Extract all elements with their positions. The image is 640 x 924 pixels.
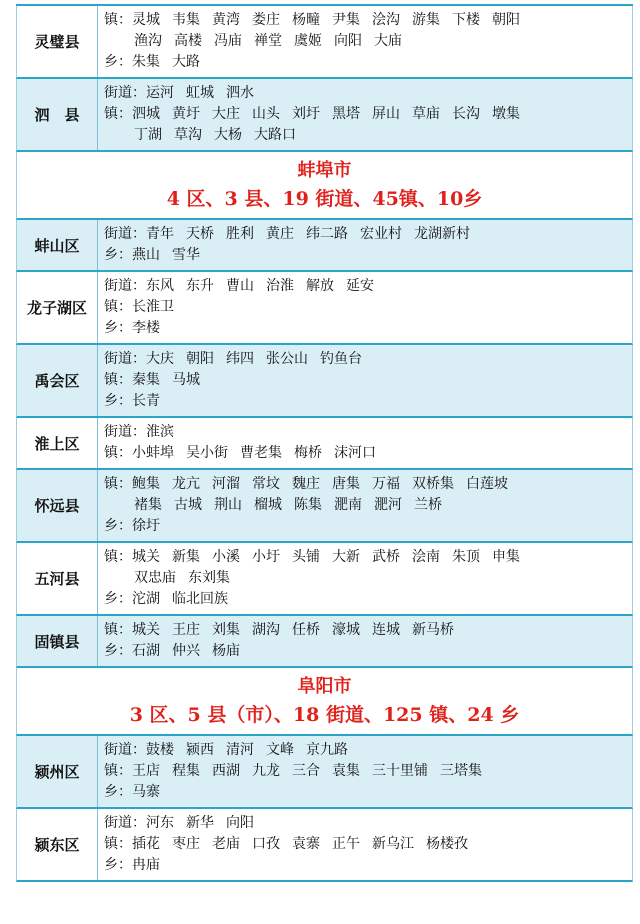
section-bengbu	[16, 220, 633, 668]
county-row	[16, 220, 633, 272]
division-list	[98, 418, 632, 468]
division-item: 长淮卫	[132, 299, 174, 315]
division-item: 纬二路	[306, 226, 348, 242]
county-row	[16, 616, 633, 668]
division-item: 西湖	[212, 763, 240, 779]
division-item: 河溜	[212, 476, 240, 492]
division-item: 兰桥	[414, 497, 442, 513]
division-list	[98, 345, 632, 416]
division-item: 鼓楼	[146, 742, 174, 758]
division-type-label: 镇：	[104, 372, 132, 388]
division-item: 治淮	[266, 278, 294, 294]
city-summary: 4 区、3 县、19 街道、45镇、10乡	[166, 188, 483, 210]
division-item: 泗水	[226, 85, 254, 101]
division-item: 曹山	[226, 278, 254, 294]
county-name: 蚌山区	[17, 220, 98, 270]
division-table	[16, 4, 633, 882]
division-item: 曹老集	[240, 445, 282, 461]
division-item: 枣庄	[172, 836, 200, 852]
division-item: 东升	[186, 278, 214, 294]
division-item: 浍沟	[372, 12, 400, 28]
division-item: 丁湖	[134, 127, 162, 143]
division-item: 李楼	[132, 320, 160, 336]
division-item: 湖沟	[252, 622, 280, 638]
division-item: 新乌江	[372, 836, 414, 852]
division-type-label: 街道：	[104, 815, 146, 831]
division-line	[104, 855, 626, 876]
division-item: 袁寨	[292, 836, 320, 852]
section-fuyang	[16, 736, 633, 882]
division-item: 淮滨	[146, 424, 174, 440]
division-item: 程集	[172, 763, 200, 779]
division-type-label: 街道：	[104, 424, 146, 440]
division-item: 朝阳	[492, 12, 520, 28]
division-item: 燕山	[132, 247, 160, 263]
county-name: 颍东区	[17, 809, 98, 880]
division-item: 韦集	[172, 12, 200, 28]
division-line	[104, 474, 626, 495]
county-row	[16, 6, 633, 79]
division-item: 任桥	[292, 622, 320, 638]
division-type-label: 街道：	[104, 278, 146, 294]
division-line	[104, 370, 626, 391]
division-line	[104, 422, 626, 443]
division-type-label: 街道：	[104, 85, 146, 101]
division-item: 解放	[306, 278, 334, 294]
division-item: 黄庄	[266, 226, 294, 242]
division-item: 正午	[332, 836, 360, 852]
division-item: 吴小街	[186, 445, 228, 461]
division-item: 下楼	[452, 12, 480, 28]
division-type-label: 镇：	[104, 106, 132, 122]
division-item: 屏山	[372, 106, 400, 122]
division-item: 三十里铺	[372, 763, 428, 779]
division-item: 长青	[132, 393, 160, 409]
division-item: 新华	[186, 815, 214, 831]
division-item: 张公山	[266, 351, 308, 367]
division-item: 大庆	[146, 351, 174, 367]
division-list	[98, 616, 632, 666]
division-item: 王庄	[172, 622, 200, 638]
division-line	[104, 125, 626, 146]
county-row	[16, 809, 633, 882]
division-type-label: 乡：	[104, 393, 132, 409]
division-list	[98, 543, 632, 614]
division-item: 小蚌埠	[132, 445, 174, 461]
city-header-fuyang	[16, 668, 633, 736]
division-item: 龙亢	[172, 476, 200, 492]
division-type-label: 乡：	[104, 518, 132, 534]
division-item: 尹集	[332, 12, 360, 28]
division-type-label: 镇：	[104, 299, 132, 315]
county-row	[16, 470, 633, 543]
division-item: 京九路	[306, 742, 348, 758]
division-item: 游集	[412, 12, 440, 28]
division-line	[104, 83, 626, 104]
division-line	[104, 276, 626, 297]
division-item: 魏庄	[292, 476, 320, 492]
division-item: 新马桥	[412, 622, 454, 638]
division-line	[104, 782, 626, 803]
division-item: 虞姬	[294, 33, 322, 49]
division-item: 陈集	[294, 497, 322, 513]
division-item: 东风	[146, 278, 174, 294]
division-type-label: 镇：	[104, 445, 132, 461]
division-line	[104, 568, 626, 589]
division-line	[104, 52, 626, 73]
division-item: 黑塔	[332, 106, 360, 122]
division-item: 申集	[492, 549, 520, 565]
division-list	[98, 272, 632, 343]
division-line	[104, 224, 626, 245]
division-item: 小溪	[212, 549, 240, 565]
division-type-label: 街道：	[104, 226, 146, 242]
county-name: 五河县	[17, 543, 98, 614]
division-item: 向阳	[226, 815, 254, 831]
division-item: 宏业村	[360, 226, 402, 242]
division-type-label: 镇：	[104, 549, 132, 565]
division-type-label: 乡：	[104, 857, 132, 873]
division-item: 杨疃	[292, 12, 320, 28]
division-line	[104, 391, 626, 412]
division-item: 清河	[226, 742, 254, 758]
division-item: 冉庙	[132, 857, 160, 873]
division-item: 文峰	[266, 742, 294, 758]
division-item: 石湖	[132, 643, 160, 659]
division-item: 唐集	[332, 476, 360, 492]
city-name: 阜阳市	[297, 676, 352, 697]
division-item: 杨楼孜	[426, 836, 468, 852]
division-item: 胜利	[226, 226, 254, 242]
city-header-bengbu	[16, 152, 633, 220]
division-item: 泗城	[132, 106, 160, 122]
division-item: 大杨	[214, 127, 242, 143]
county-name: 怀远县	[17, 470, 98, 541]
division-item: 插花	[132, 836, 160, 852]
division-line	[104, 620, 626, 641]
division-item: 延安	[346, 278, 374, 294]
division-type-label: 乡：	[104, 643, 132, 659]
division-item: 浍南	[412, 549, 440, 565]
division-item: 三塔集	[440, 763, 482, 779]
county-row	[16, 345, 633, 418]
division-line	[104, 297, 626, 318]
division-item: 冯庙	[214, 33, 242, 49]
division-item: 濠城	[332, 622, 360, 638]
division-item: 禅堂	[254, 33, 282, 49]
division-item: 长沟	[452, 106, 480, 122]
division-item: 城关	[132, 622, 160, 638]
division-item: 榴城	[254, 497, 282, 513]
division-item: 大庄	[212, 106, 240, 122]
division-item: 钓鱼台	[320, 351, 362, 367]
division-item: 杨庙	[212, 643, 240, 659]
division-item: 墩集	[492, 106, 520, 122]
division-item: 袁集	[332, 763, 360, 779]
division-type-label: 镇：	[104, 836, 132, 852]
division-item: 大新	[332, 549, 360, 565]
division-line	[104, 740, 626, 761]
division-list	[98, 220, 632, 270]
division-item: 娄庄	[252, 12, 280, 28]
county-name: 泗 县	[17, 79, 98, 150]
division-item: 雪华	[172, 247, 200, 263]
division-item: 老庙	[212, 836, 240, 852]
division-item: 褚集	[134, 497, 162, 513]
division-item: 九龙	[252, 763, 280, 779]
division-item: 淝南	[334, 497, 362, 513]
city-name: 蚌埠市	[297, 160, 352, 181]
division-line	[104, 813, 626, 834]
city-summary: 3 区、5 县（市）、18 街道、125 镇、24 乡	[129, 704, 520, 726]
division-line	[104, 31, 626, 52]
division-item: 淝河	[374, 497, 402, 513]
division-list	[98, 736, 632, 807]
division-item: 武桥	[372, 549, 400, 565]
division-line	[104, 516, 626, 537]
division-item: 渔沟	[134, 33, 162, 49]
division-item: 白莲坡	[466, 476, 508, 492]
county-name: 禹会区	[17, 345, 98, 416]
division-item: 东刘集	[188, 570, 230, 586]
division-item: 大路	[172, 54, 200, 70]
division-item: 纬四	[226, 351, 254, 367]
division-line	[104, 443, 626, 464]
division-item: 刘集	[212, 622, 240, 638]
section-suzhou-tail	[16, 6, 633, 152]
division-item: 沫河口	[334, 445, 376, 461]
division-type-label: 镇：	[104, 12, 132, 28]
division-item: 双忠庙	[134, 570, 176, 586]
division-item: 城关	[132, 549, 160, 565]
division-item: 仲兴	[172, 643, 200, 659]
division-type-label: 镇：	[104, 622, 132, 638]
division-type-label: 街道：	[104, 742, 146, 758]
division-item: 黄湾	[212, 12, 240, 28]
county-row	[16, 736, 633, 809]
division-item: 梅桥	[294, 445, 322, 461]
division-list	[98, 809, 632, 880]
division-item: 徐圩	[132, 518, 160, 534]
division-type-label: 镇：	[104, 763, 132, 779]
division-item: 河东	[146, 815, 174, 831]
division-type-label: 乡：	[104, 320, 132, 336]
division-item: 草庙	[412, 106, 440, 122]
division-item: 大庙	[374, 33, 402, 49]
division-item: 常坟	[252, 476, 280, 492]
division-line	[104, 349, 626, 370]
division-item: 朝阳	[186, 351, 214, 367]
division-item: 天桥	[186, 226, 214, 242]
division-item: 青年	[146, 226, 174, 242]
division-line	[104, 104, 626, 125]
division-item: 虹城	[186, 85, 214, 101]
division-list	[98, 6, 632, 77]
division-line	[104, 761, 626, 782]
division-item: 连城	[372, 622, 400, 638]
division-item: 双桥集	[412, 476, 454, 492]
division-line	[104, 589, 626, 610]
division-item: 灵城	[132, 12, 160, 28]
division-item: 朱集	[132, 54, 160, 70]
division-item: 马寨	[132, 784, 160, 800]
county-row	[16, 79, 633, 152]
division-item: 秦集	[132, 372, 160, 388]
division-item: 万福	[372, 476, 400, 492]
division-type-label: 乡：	[104, 247, 132, 263]
division-item: 沱湖	[132, 591, 160, 607]
division-type-label: 乡：	[104, 54, 132, 70]
division-item: 运河	[146, 85, 174, 101]
division-type-label: 乡：	[104, 784, 132, 800]
county-name: 灵璧县	[17, 6, 98, 77]
division-item: 新集	[172, 549, 200, 565]
division-list	[98, 79, 632, 150]
division-line	[104, 495, 626, 516]
county-row	[16, 418, 633, 470]
division-item: 古城	[174, 497, 202, 513]
division-item: 临北回族	[172, 591, 228, 607]
division-line	[104, 547, 626, 568]
division-item: 黄圩	[172, 106, 200, 122]
division-line	[104, 318, 626, 339]
division-item: 口孜	[252, 836, 280, 852]
division-item: 三合	[292, 763, 320, 779]
division-item: 朱顶	[452, 549, 480, 565]
county-name: 龙子湖区	[17, 272, 98, 343]
division-item: 鲍集	[132, 476, 160, 492]
division-type-label: 镇：	[104, 476, 132, 492]
division-line	[104, 641, 626, 662]
division-item: 龙湖新村	[414, 226, 470, 242]
division-item: 小圩	[252, 549, 280, 565]
division-type-label: 乡：	[104, 591, 132, 607]
division-list	[98, 470, 632, 541]
division-type-label: 街道：	[104, 351, 146, 367]
division-line	[104, 10, 626, 31]
county-name: 颍州区	[17, 736, 98, 807]
division-item: 山头	[252, 106, 280, 122]
division-item: 草沟	[174, 127, 202, 143]
division-line	[104, 245, 626, 266]
division-item: 王店	[132, 763, 160, 779]
county-row	[16, 272, 633, 345]
division-item: 高楼	[174, 33, 202, 49]
division-item: 向阳	[334, 33, 362, 49]
division-line	[104, 834, 626, 855]
county-name: 固镇县	[17, 616, 98, 666]
division-item: 颍西	[186, 742, 214, 758]
division-item: 头铺	[292, 549, 320, 565]
division-item: 大路口	[254, 127, 296, 143]
division-item: 荆山	[214, 497, 242, 513]
division-item: 马城	[172, 372, 200, 388]
county-row	[16, 543, 633, 616]
county-name: 淮上区	[17, 418, 98, 468]
division-item: 刘圩	[292, 106, 320, 122]
